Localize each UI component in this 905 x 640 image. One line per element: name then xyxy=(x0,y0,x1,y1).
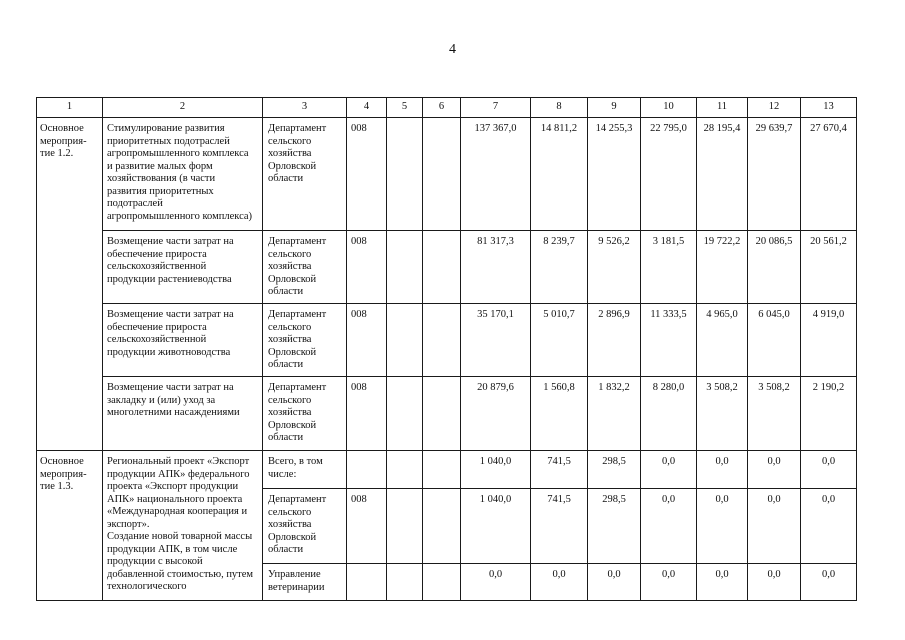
value-cell: 5 010,7 xyxy=(531,304,588,377)
value-cell: 0,0 xyxy=(697,564,748,601)
value-cell: 1 040,0 xyxy=(461,489,531,564)
value-cell: 0,0 xyxy=(748,489,801,564)
value-cell: 0,0 xyxy=(801,489,857,564)
value-cell: 298,5 xyxy=(588,489,641,564)
column-number-header: 5 xyxy=(387,98,423,118)
activity-cell: Основное мероприя- тие 1.3. xyxy=(37,451,103,601)
budget-code-cell: 008 xyxy=(347,118,387,231)
page-number: 4 xyxy=(449,42,456,57)
column-number-header: 10 xyxy=(641,98,697,118)
value-cell: 2 896,9 xyxy=(588,304,641,377)
value-cell: 11 333,5 xyxy=(641,304,697,377)
value-cell: 8 239,7 xyxy=(531,231,588,304)
value-cell: 28 195,4 xyxy=(697,118,748,231)
column-number-header: 12 xyxy=(748,98,801,118)
value-cell: 8 280,0 xyxy=(641,377,697,451)
empty-cell-col6 xyxy=(423,489,461,564)
budget-code-cell: 008 xyxy=(347,489,387,564)
empty-cell-col5 xyxy=(387,451,423,489)
executor-cell: Управление ветеринарии xyxy=(263,564,347,601)
empty-cell-col5 xyxy=(387,564,423,601)
measure-name-cell: Региональный проект «Экспорт продукции АПК» федерального проекта «Экспорт продукции АПК» национального проекта «Международная кооперация и экспорт». Создание новой товарной массы продукции АПК, в том числе продукции с высокой добавленной стоимостью, путем технологического xyxy=(103,451,263,601)
budget-code-cell xyxy=(347,451,387,489)
value-cell: 20 086,5 xyxy=(748,231,801,304)
value-cell: 35 170,1 xyxy=(461,304,531,377)
value-cell: 0,0 xyxy=(641,489,697,564)
empty-cell-col6 xyxy=(423,564,461,601)
measure-name-cell: Возмещение части затрат на закладку и (или) уход за многолетними насаждениями xyxy=(103,377,263,451)
empty-cell-col6 xyxy=(423,377,461,451)
value-cell: 29 639,7 xyxy=(748,118,801,231)
value-cell: 20 879,6 xyxy=(461,377,531,451)
measure-name-cell: Возмещение части затрат на обеспечение прироста сельскохозяйственной продукции животноводства xyxy=(103,304,263,377)
empty-cell-col6 xyxy=(423,451,461,489)
empty-cell-col5 xyxy=(387,231,423,304)
value-cell: 3 181,5 xyxy=(641,231,697,304)
executor-cell: Департамент сельского хозяйства Орловской области xyxy=(263,489,347,564)
table-row xyxy=(37,231,857,304)
value-cell: 298,5 xyxy=(588,451,641,489)
value-cell: 81 317,3 xyxy=(461,231,531,304)
budget-code-cell xyxy=(347,564,387,601)
value-cell: 20 561,2 xyxy=(801,231,857,304)
value-cell: 1 040,0 xyxy=(461,451,531,489)
value-cell: 4 965,0 xyxy=(697,304,748,377)
activity-cell: Основное мероприя- тие 1.2. xyxy=(37,118,103,451)
value-cell: 22 795,0 xyxy=(641,118,697,231)
value-cell: 3 508,2 xyxy=(697,377,748,451)
executor-cell: Департамент сельского хозяйства Орловской области xyxy=(263,118,347,231)
table-row xyxy=(37,451,857,489)
value-cell: 4 919,0 xyxy=(801,304,857,377)
value-cell: 6 045,0 xyxy=(748,304,801,377)
value-cell: 1 832,2 xyxy=(588,377,641,451)
value-cell: 27 670,4 xyxy=(801,118,857,231)
table-header-row xyxy=(37,98,857,118)
table-body xyxy=(37,98,857,601)
value-cell: 14 255,3 xyxy=(588,118,641,231)
budget-code-cell: 008 xyxy=(347,304,387,377)
budget-code-cell: 008 xyxy=(347,377,387,451)
budget-table xyxy=(36,97,857,601)
value-cell: 9 526,2 xyxy=(588,231,641,304)
empty-cell-col5 xyxy=(387,304,423,377)
column-number-header: 11 xyxy=(697,98,748,118)
measure-name-cell: Стимулирование развития приоритетных подотраслей агропромышленного комплекса и развитие малых форм хозяйствования (в части развития приоритетных подотраслей агропромышленного комплекса) xyxy=(103,118,263,231)
column-number-header: 4 xyxy=(347,98,387,118)
value-cell: 0,0 xyxy=(748,451,801,489)
value-cell: 1 560,8 xyxy=(531,377,588,451)
value-cell: 14 811,2 xyxy=(531,118,588,231)
empty-cell-col5 xyxy=(387,489,423,564)
value-cell: 0,0 xyxy=(641,564,697,601)
value-cell: 0,0 xyxy=(531,564,588,601)
column-number-header: 1 xyxy=(37,98,103,118)
budget-code-cell: 008 xyxy=(347,231,387,304)
column-number-header: 8 xyxy=(531,98,588,118)
empty-cell-col6 xyxy=(423,304,461,377)
value-cell: 0,0 xyxy=(801,564,857,601)
empty-cell-col6 xyxy=(423,231,461,304)
table-row xyxy=(37,304,857,377)
measure-name-cell: Возмещение части затрат на обеспечение прироста сельскохозяйственной продукции растениеводства xyxy=(103,231,263,304)
value-cell: 0,0 xyxy=(641,451,697,489)
value-cell: 3 508,2 xyxy=(748,377,801,451)
value-cell: 0,0 xyxy=(461,564,531,601)
column-number-header: 7 xyxy=(461,98,531,118)
column-number-header: 2 xyxy=(103,98,263,118)
column-number-header: 9 xyxy=(588,98,641,118)
value-cell: 2 190,2 xyxy=(801,377,857,451)
empty-cell-col6 xyxy=(423,118,461,231)
executor-cell: Департамент сельского хозяйства Орловской области xyxy=(263,304,347,377)
empty-cell-col5 xyxy=(387,118,423,231)
value-cell: 0,0 xyxy=(697,489,748,564)
column-number-header: 3 xyxy=(263,98,347,118)
value-cell: 0,0 xyxy=(588,564,641,601)
value-cell: 137 367,0 xyxy=(461,118,531,231)
column-number-header: 13 xyxy=(801,98,857,118)
column-number-header: 6 xyxy=(423,98,461,118)
value-cell: 0,0 xyxy=(801,451,857,489)
table-row xyxy=(37,377,857,451)
value-cell: 741,5 xyxy=(531,489,588,564)
value-cell: 0,0 xyxy=(697,451,748,489)
value-cell: 741,5 xyxy=(531,451,588,489)
executor-cell: Департамент сельского хозяйства Орловской области xyxy=(263,231,347,304)
executor-cell: Департамент сельского хозяйства Орловской области xyxy=(263,377,347,451)
value-cell: 0,0 xyxy=(748,564,801,601)
empty-cell-col5 xyxy=(387,377,423,451)
value-cell: 19 722,2 xyxy=(697,231,748,304)
executor-cell: Всего, в том числе: xyxy=(263,451,347,489)
table-row xyxy=(37,118,857,231)
